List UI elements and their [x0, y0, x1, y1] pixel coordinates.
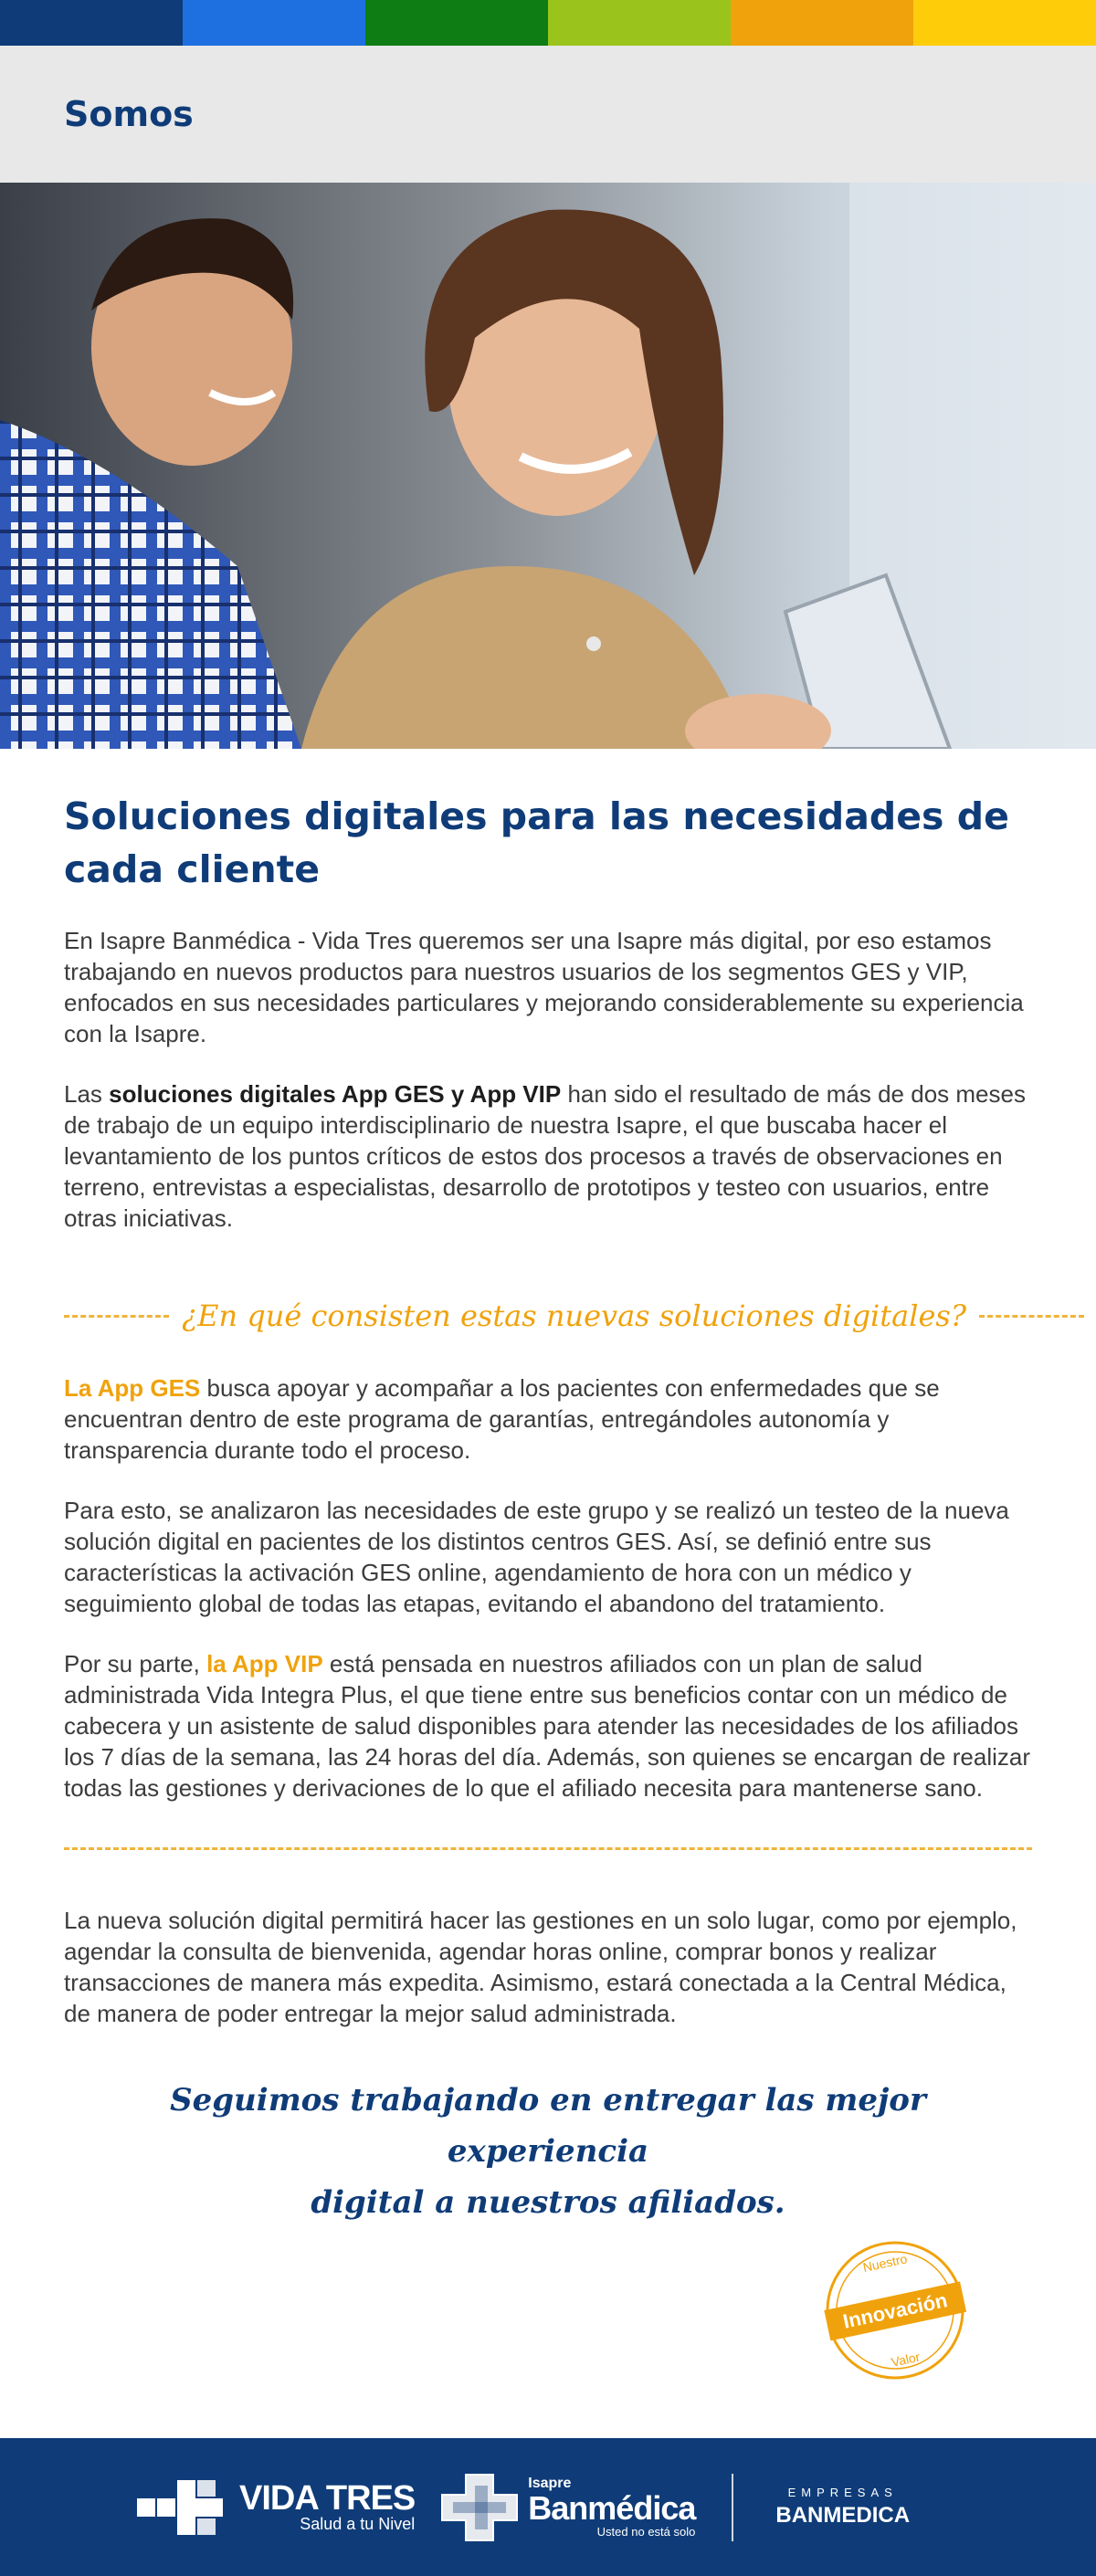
- hero-image: [0, 183, 1096, 749]
- paragraph-app-ges: [64, 1372, 1032, 1466]
- banmedica-tagline: Usted no está solo: [596, 2525, 696, 2539]
- app-vip-label: la App VIP: [206, 1650, 323, 1677]
- empresas-banmedica-logo: [775, 2486, 910, 2529]
- article-title: Soluciones digitales para las necesidades de cada cliente: [64, 794, 1009, 891]
- p2-post: han sido el resultado de más de dos meses de trabajo de un equipo interdisciplinario de nuestra Isapre, el que buscaba hacer el levantamiento de los puntos críticos de estos dos procesos a través de observaciones en terreno, entrevistas a especialistas, desarrollo de prototipos y testeo con usuarios, entre otras iniciativas.: [64, 1080, 1026, 1232]
- empresas-name: BANMEDICA: [775, 2503, 911, 2528]
- brand-color-bar: [0, 0, 1096, 46]
- p2-pre: Las: [64, 1080, 110, 1108]
- dashed-divider: [64, 1847, 1032, 1850]
- color-stripe-orange: [731, 0, 913, 46]
- dashed-line-right: [979, 1315, 1084, 1318]
- article: [0, 790, 1096, 2420]
- p5-pre: Por su parte,: [64, 1650, 207, 1677]
- vidatres-tagline: Salud a tu Nivel: [300, 2514, 416, 2533]
- innovacion-badge: [822, 2237, 968, 2383]
- app-ges-label: La App GES: [64, 1374, 201, 1402]
- color-stripe-green: [365, 0, 548, 46]
- empresas-label: EMPRESAS: [787, 2486, 898, 2499]
- question-heading: ¿En qué consisten estas nuevas soluciones digitales?: [182, 1299, 966, 1333]
- paragraph-intro: En Isapre Banmédica - Vida Tres queremos ser una Isapre más digital, por eso estamos trabajando en nuevos productos para nuestros usuarios de los segmentos GES y VIP, enfocados en sus necesidades particulares y mejorando considerablemente su experiencia con la Isapre.: [64, 927, 1024, 1047]
- banmedica-logo: [438, 2471, 695, 2544]
- closing-line-2: digital a nuestros afiliados.: [311, 2184, 785, 2221]
- section-title: Somos: [64, 94, 194, 134]
- p5-post: está pensada en nuestros afiliados con un plan de salud administrada Vida Integra Plus, el que tiene entre sus beneficios contar con un médico de cabecera y un asistente de salud disponibles para atender las necesidades de los afiliados los 7 días de la semana, las 24 horas del día. Además, son quienes se encargan de realizar todas las gestiones y derivaciones de lo que el afiliado necesita para mantenerse sano.: [64, 1650, 1030, 1802]
- paragraph-ges-analysis: Para esto, se analizaron las necesidades de este grupo y se realizó un testeo de la nueva solución digital en pacientes de los distintos centros GES. Así, se definió entre sus características la activación GES online, agendamiento de hora con un médico y seguimiento global de todas las etapas, evitando el abandono del tratamiento.: [64, 1497, 1009, 1617]
- footer: [0, 2438, 1096, 2576]
- color-stripe-blue: [183, 0, 365, 46]
- paragraph-new-solution: La nueva solución digital permitirá hacer las gestiones en un solo lugar, como por ejemplo, agendar la consulta de bienvenida, agendar horas online, comprar bonos y realizar transacciones de manera más expedita. Asimismo, estará conectada a la Central Médica, de manera de poder entregar la mejor salud administrada.: [64, 1907, 1017, 2027]
- badge-center-text: Innovación: [840, 2288, 950, 2333]
- closing-statement: [64, 2075, 1032, 2228]
- hero-photo-illustration: [0, 183, 1096, 749]
- badge-area: [64, 2237, 1032, 2420]
- vidatres-logo: [137, 2480, 415, 2535]
- p2-bold: soluciones digitales App GES y App VIP: [109, 1080, 562, 1108]
- banmedica-cross-icon: [438, 2471, 521, 2544]
- closing-line-1: Seguimos trabajando en entregar las mejor experiencia: [170, 2082, 926, 2170]
- question-divider: [64, 1288, 1032, 1343]
- banmedica-name: Banmédica: [528, 2489, 696, 2527]
- color-stripe-yellow: [913, 0, 1096, 46]
- dashed-line-left: [64, 1315, 169, 1318]
- color-stripe-navy: [0, 0, 183, 46]
- badge-bottom-text: Valor: [890, 2349, 922, 2370]
- color-stripe-lime: [548, 0, 731, 46]
- vidatres-cross-icon: [137, 2480, 228, 2535]
- p3-post: busca apoyar y acompañar a los pacientes con enfermedades que se encuentran dentro de este programa de garantías, entregándoles autonomía y transparencia durante todo el proceso.: [64, 1374, 940, 1464]
- paragraph-solutions: [64, 1078, 1032, 1234]
- paragraph-app-vip: [64, 1648, 1032, 1803]
- vidatres-name: VIDA TRES: [239, 2478, 416, 2518]
- footer-separator: [732, 2474, 733, 2541]
- header-band: [0, 46, 1096, 183]
- banmedica-pre: Isapre: [528, 2476, 572, 2491]
- badge-top-text: Nuestro: [861, 2251, 909, 2276]
